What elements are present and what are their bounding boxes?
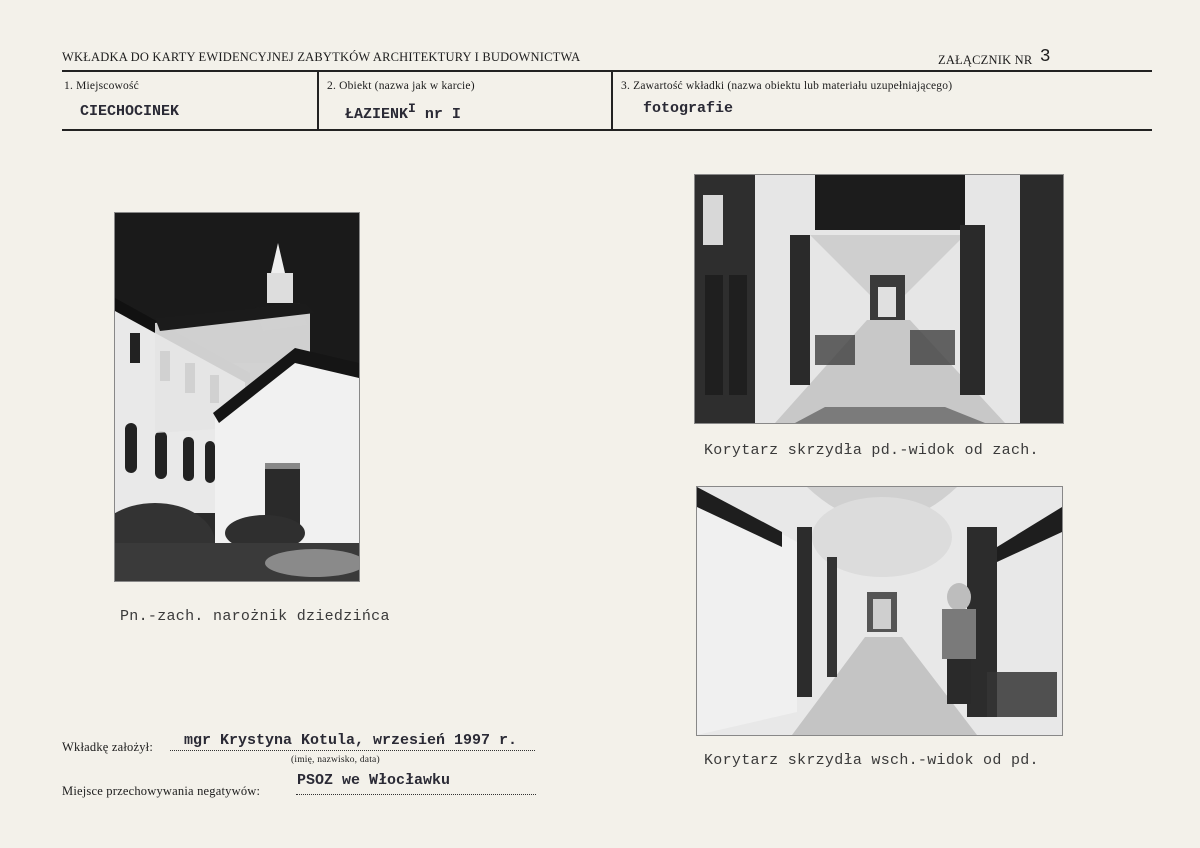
place-value: CIECHOCINEK — [80, 103, 180, 120]
header-bottom-rule — [62, 129, 1152, 131]
annex-label-text: ZAŁĄCZNIK NR — [938, 53, 1033, 67]
courtyard-photo — [114, 212, 360, 582]
header-top-rule — [62, 70, 1152, 72]
field-divider-2 — [611, 71, 613, 129]
corridor-east-wing-photo — [696, 486, 1063, 736]
object-value-sup: I — [408, 101, 416, 116]
negatives-label: Miejsce przechowywania negatywów: — [62, 784, 261, 798]
founder-value: mgr Krystyna Kotula, wrzesień 1997 r. — [184, 732, 518, 749]
content-value: fotografie — [643, 100, 734, 117]
object-value — [345, 101, 461, 123]
annex-number: 3 — [1039, 47, 1051, 67]
document-title: WKŁADKA DO KARTY EWIDENCYJNEJ ZABYTKÓW ARCHITEKTURY I BUDOWNICTWA — [62, 50, 581, 64]
founder-hint: (imię, nazwisko, data) — [291, 755, 380, 765]
place-label: 1. Miejscowość — [64, 80, 139, 92]
corridor-south-wing-photo — [694, 174, 1064, 424]
field-divider-1 — [317, 71, 319, 129]
corridor-east-wing-caption: Korytarz skrzydła wsch.-widok od pd. — [704, 752, 1039, 769]
negatives-dotted-line — [296, 794, 536, 795]
founder-label: Wkładkę założył: — [62, 740, 154, 754]
content-label: 3. Zawartość wkładki (nazwa obiektu lub materiału uzupełniającego) — [621, 80, 953, 92]
negatives-value: PSOZ we Włocławku — [297, 772, 451, 789]
object-value-main: ŁAZIENK — [345, 106, 409, 123]
courtyard-photo-caption: Pn.-zach. narożnik dziedzińca — [120, 608, 390, 625]
object-value-rest: nr I — [415, 106, 461, 123]
annex-label — [938, 47, 1051, 70]
founder-dotted-line — [170, 750, 535, 751]
corridor-south-wing-caption: Korytarz skrzydła pd.-widok od zach. — [704, 442, 1039, 459]
object-label: 2. Obiekt (nazwa jak w karcie) — [327, 80, 475, 92]
